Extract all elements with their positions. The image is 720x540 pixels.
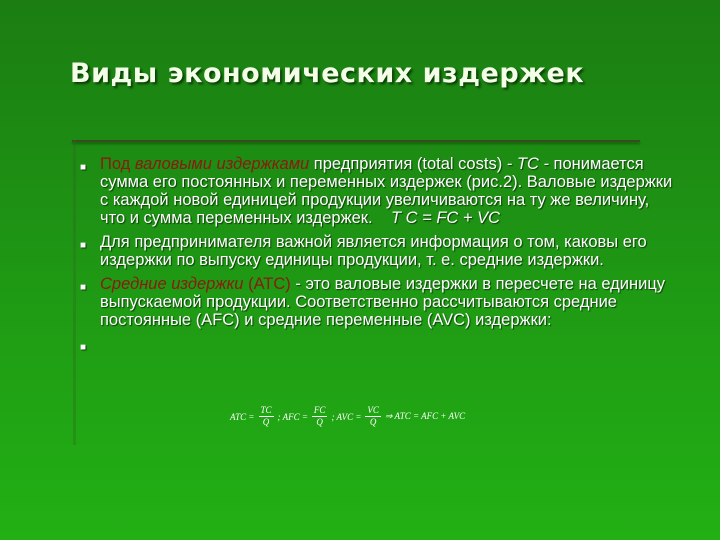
text-segment: Для предпринимателя важной является информация о том, каковы его издержки по выпуску единицы продукции, т. е. средние издержки. bbox=[100, 233, 647, 269]
formula-avc: ; AVC = bbox=[331, 411, 362, 422]
formula-afc: ; AFC = bbox=[277, 411, 308, 422]
left-accent-line bbox=[73, 140, 76, 445]
fraction-fc-q bbox=[312, 405, 328, 428]
numerator: VC bbox=[367, 405, 379, 415]
formula-result: ⇒ ATC = AFC + AVC bbox=[384, 411, 466, 421]
bullet-icon: ■ bbox=[80, 342, 87, 353]
denominator: Q bbox=[316, 417, 323, 427]
numerator: TC bbox=[260, 405, 272, 415]
numerator: FC bbox=[313, 405, 326, 415]
bullet-icon: ■ bbox=[80, 282, 87, 293]
bullet-list bbox=[78, 155, 678, 359]
denominator: Q bbox=[369, 417, 377, 427]
bullet-icon: ■ bbox=[80, 240, 87, 251]
average-cost-formula bbox=[230, 405, 465, 428]
title-divider bbox=[72, 140, 640, 142]
slide-title: Виды экономических издержек bbox=[70, 58, 585, 89]
denominator: Q bbox=[262, 417, 270, 427]
dash: - bbox=[506, 155, 517, 173]
bullet-item-gross-costs bbox=[78, 155, 678, 227]
term-pod: Под bbox=[100, 155, 131, 173]
tc-formula: T C = FC + VC bbox=[390, 209, 501, 227]
text-segment: понимается сумма его постоянных и переменных издержек (рис.2). Валовые издержки с каждой новой единицей продукции увеличиваются на ту же величину, что и сумма переменных издержек. bbox=[100, 155, 673, 227]
dash: - bbox=[538, 155, 549, 173]
bullet-item-empty bbox=[78, 335, 678, 353]
tc-symbol: TC bbox=[516, 155, 539, 173]
formula-atc: ATC = bbox=[230, 411, 255, 422]
fraction-vc-q bbox=[365, 405, 381, 428]
term-atc: (АТС) bbox=[248, 275, 291, 293]
text-segment: - это валовые издержки в пересчете на единицу выпускаемой продукции. Соответственно рассчитываются средние постоянные (AFC) и средние переменные (AVC) издержки: bbox=[100, 275, 666, 329]
text-segment: предприятия (total costs) bbox=[309, 155, 507, 173]
bullet-icon: ■ bbox=[80, 162, 87, 173]
bullet-item-average-costs bbox=[78, 275, 678, 329]
fraction-tc-q bbox=[259, 405, 274, 428]
bullet-item-info bbox=[78, 233, 678, 269]
term-gross-costs: валовыми издержками bbox=[134, 155, 310, 173]
term-average-costs: Средние издержки bbox=[100, 275, 244, 293]
